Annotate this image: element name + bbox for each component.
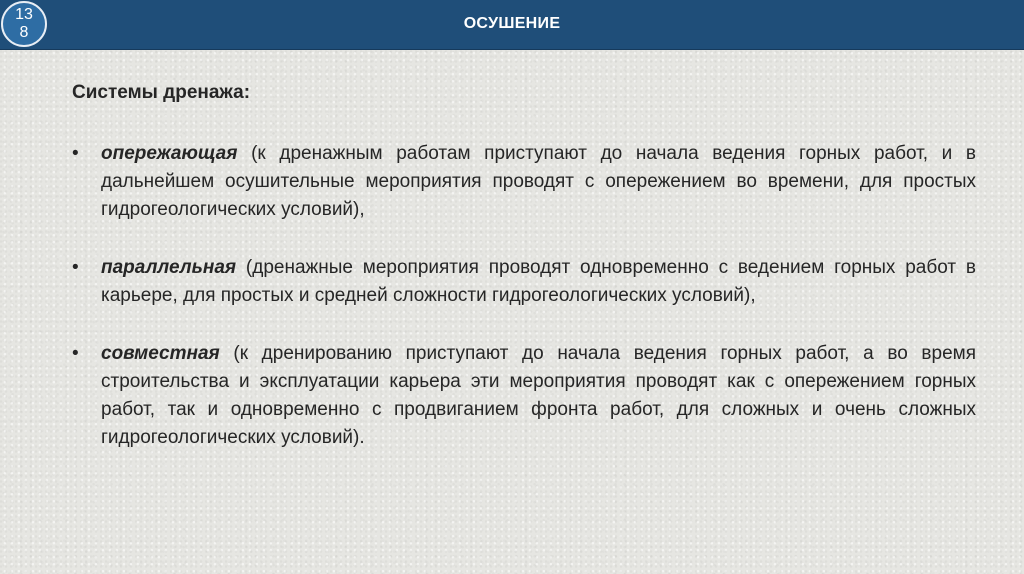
list-item (72, 340, 976, 452)
slide-number-badge: 13 8 (1, 1, 47, 47)
item-term: опережающая (101, 143, 238, 164)
slide-content (72, 82, 976, 482)
item-description: (дренажные мероприятия проводят одновременно с ведением горных работ в карьере, для простых и средней сложности гидрогеологических условий), (101, 257, 976, 306)
section-heading: Системы дренажа: (72, 82, 251, 103)
bullet-icon: • (72, 257, 79, 278)
list-item (72, 254, 976, 310)
drainage-systems-list (72, 140, 976, 452)
slide-title: ОСУШЕНИЕ (463, 15, 561, 32)
bullet-icon: • (72, 343, 79, 364)
bullet-icon: • (72, 143, 79, 164)
list-item (72, 140, 976, 224)
item-description: (к дренажным работам приступают до начала ведения горных работ, и в дальнейшем осушительные мероприятия проводят с опережением во времени, для простых гидрогеологических условий), (101, 143, 976, 220)
item-term: совместная (101, 343, 220, 364)
item-term: параллельная (101, 257, 237, 278)
item-description: (к дренированию приступают до начала ведения горных работ, а во время строительства и эксплуатации карьера эти мероприятия проводят как с опережением горных работ, так и одновременно с продвиганием фронта работ, для сложных и очень сложных гидрогеологических условий). (101, 343, 976, 448)
